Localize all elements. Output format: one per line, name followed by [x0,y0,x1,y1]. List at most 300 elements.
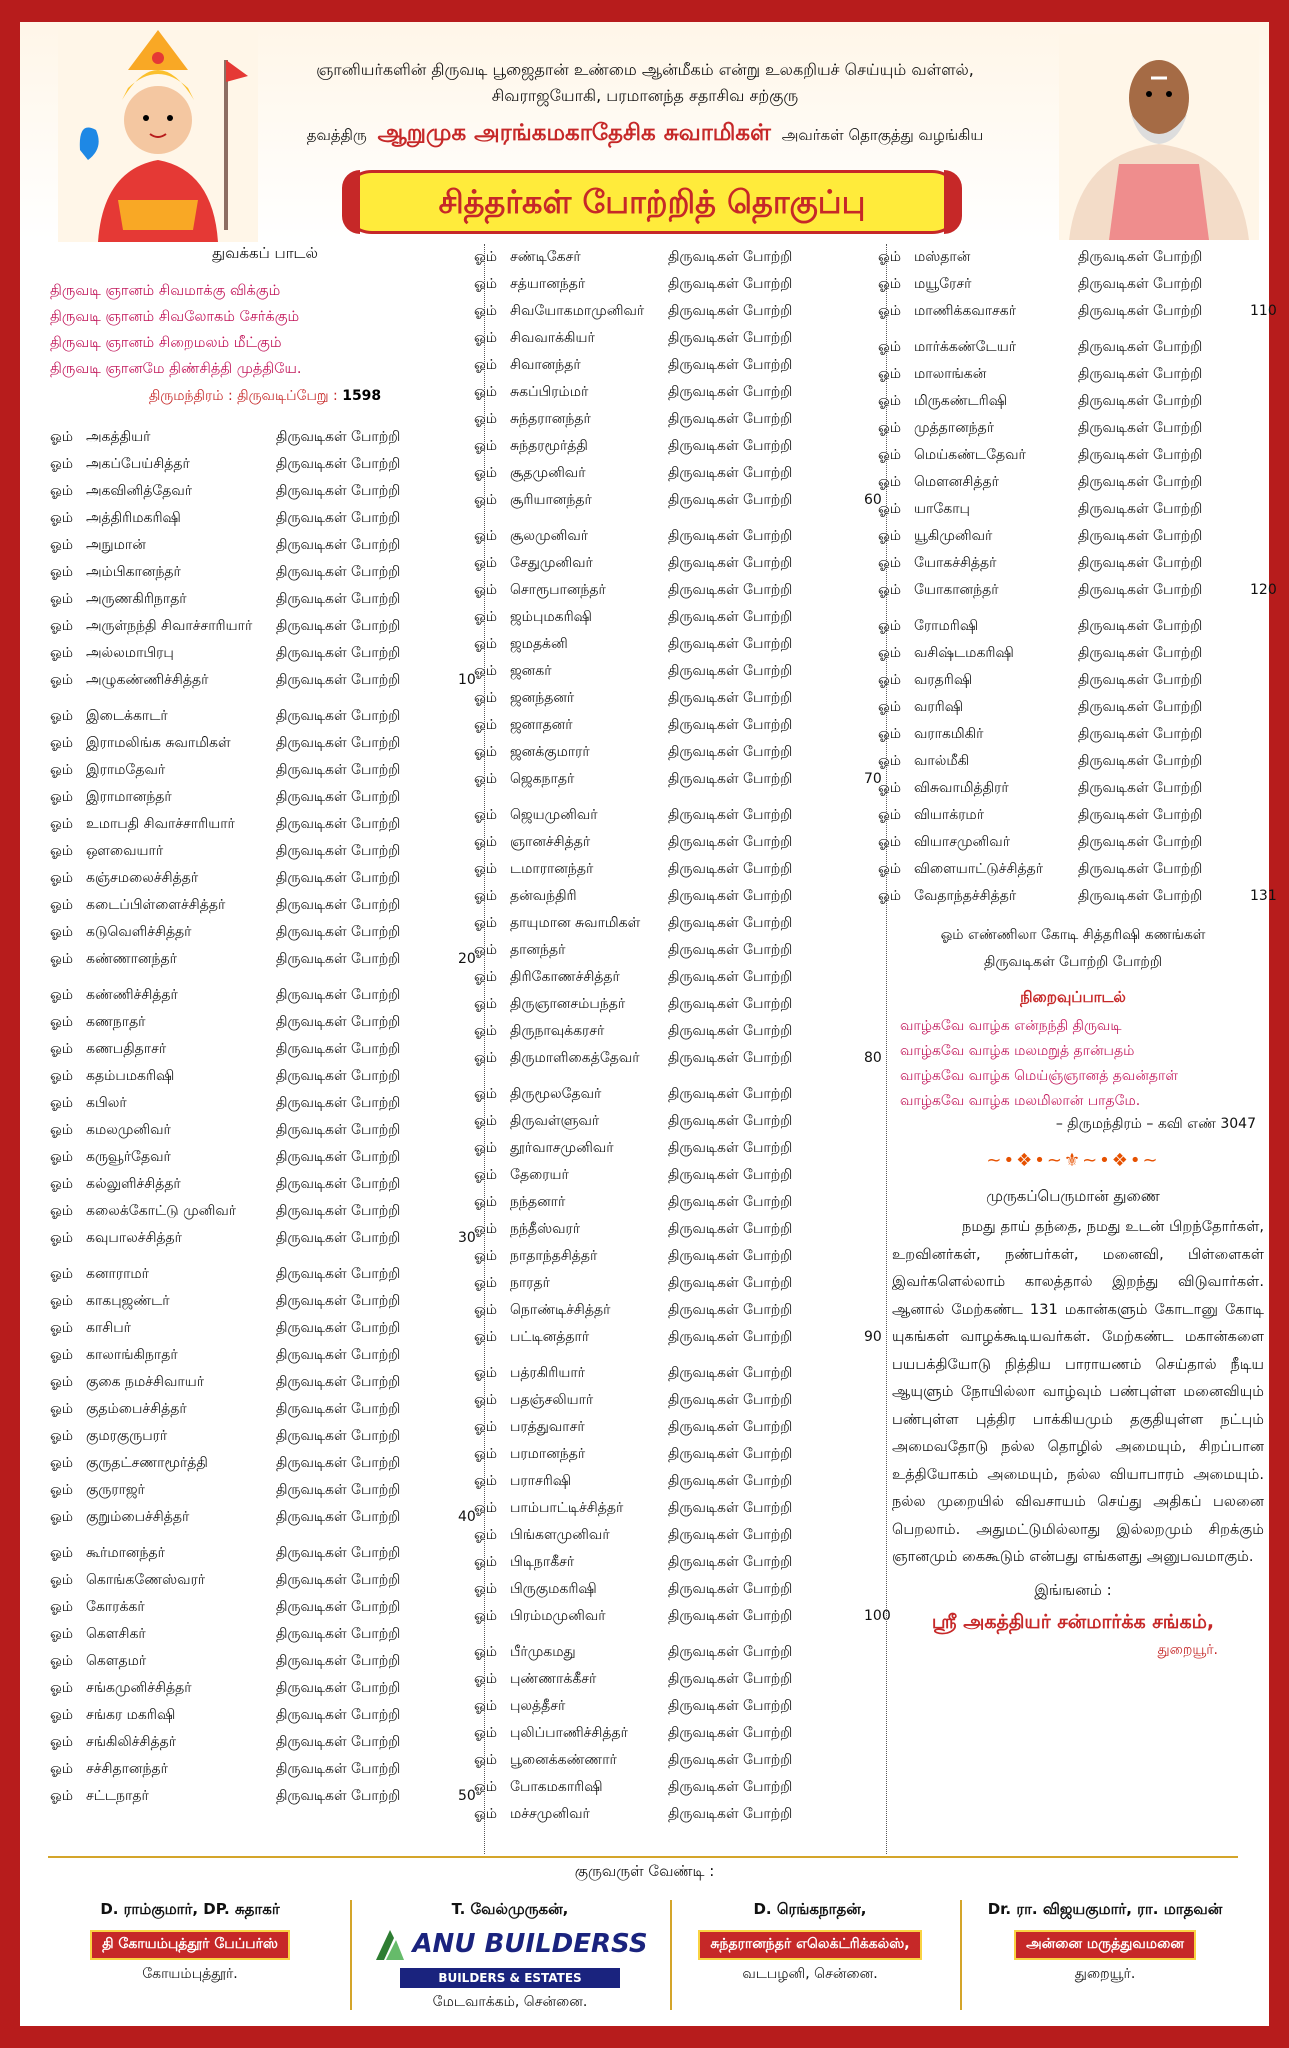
list-item [474,1324,894,1351]
om-prefix: ஓம் [474,492,498,508]
om-prefix: ஓம் [50,1320,74,1336]
list-item [50,946,480,973]
list-item [50,1198,480,1225]
praise-text: திருவடிகள் போற்றி [276,1320,401,1336]
siddhar-name: மெய்கண்டதேவர் [914,447,1026,463]
om-prefix: ஓம் [50,537,74,553]
list-item [878,829,1268,856]
header-line-3 [260,120,1030,149]
siddhar-name: மச்சமுனிவர் [510,1806,590,1822]
ornament-divider: ~•❖•~⚜~•❖•~ [986,1150,1160,1171]
om-prefix: ஓம் [878,699,902,715]
list-item [50,1063,480,1090]
praise-text: திருவடிகள் போற்றி [668,1446,793,1462]
siddhar-group [50,982,480,1252]
title-banner: சித்தர்கள் போற்றித் தொகுப்பு [342,170,962,234]
om-prefix: ஓம் [50,1149,74,1165]
om-prefix: ஓம் [474,1086,498,1102]
praise-text: திருவடிகள் போற்றி [668,411,793,427]
siddhar-name: கடுவெளிச்சித்தர் [86,924,192,940]
list-item [50,1288,480,1315]
om-prefix: ஓம் [474,1473,498,1489]
siddhar-name: சூதமுனிவர் [510,465,586,481]
siddhar-name: மௌனசித்தர் [914,474,999,490]
om-prefix: ஓம் [50,1707,74,1723]
praise-text: திருவடிகள் போற்றி [276,843,401,859]
list-item [50,424,480,451]
siddhar-name: தாயுமான சுவாமிகள் [510,915,641,931]
om-prefix: ஓம் [474,1671,498,1687]
column-2 [474,244,894,1837]
siddhar-name: சொரூபானந்தர் [510,582,606,598]
praise-text: திருவடிகள் போற்றி [1078,339,1203,355]
om-prefix: ஓம் [474,609,498,625]
siddhar-name: பரமானந்தர் [510,1446,586,1462]
list-item [50,1369,480,1396]
siddhar-name: சண்டிகேசர் [510,249,581,265]
om-prefix: ஓம் [474,1275,498,1291]
praise-text: திருவடிகள் போற்றி [276,645,401,661]
om-prefix: ஓம் [50,762,74,778]
siddhar-name: சூலமுனிவர் [510,528,589,544]
list-item [474,856,894,883]
verse-line: திருவடி ஞானமே திண்சித்தி முத்தியே. [50,361,302,377]
list-item [474,271,894,298]
list-item [50,613,480,640]
om-prefix: ஓம் [878,861,902,877]
list-item [474,1522,894,1549]
praise-text: திருவடிகள் போற்றி [276,1626,401,1642]
footer-divider [48,1856,1238,1858]
om-prefix: ஓம் [474,915,498,931]
list-item [474,1270,894,1297]
om-prefix: ஓம் [474,357,498,373]
siddhar-name: குறும்பைச்சித்தர் [86,1509,190,1525]
om-prefix: ஓம் [474,1446,498,1462]
siddhar-group [50,424,480,694]
om-prefix: ஓம் [878,447,902,463]
sponsor-city: துறையூர். [1074,1966,1136,1982]
praise-text: திருவடிகள் போற்றி [668,717,793,733]
siddhar-name: இராமலிங்க சுவாமிகள் [86,735,231,751]
list-item [50,1648,480,1675]
poster [20,22,1277,2026]
list-item [50,757,480,784]
header-suffix: அவர்கள் தொகுத்து வழங்கிய [781,126,984,144]
siddhar-name: கபிலர் [86,1095,127,1111]
siddhar-name: வால்மீகி [914,753,970,769]
praise-text: திருவடிகள் போற்றி [1078,834,1203,850]
siddhar-name: கனாராமர் [86,1266,149,1282]
om-prefix: ஓம் [474,1806,498,1822]
praise-text: திருவடிகள் போற்றி [668,1113,793,1129]
om-prefix: ஓம் [50,1374,74,1390]
praise-text: திருவடிகள் போற்றி [668,888,793,904]
praise-text: திருவடிகள் போற்றி [668,1221,793,1237]
siddhar-name: ரோமரிஷி [914,618,979,634]
om-prefix: ஓம் [878,474,902,490]
sponsor-name: D. ராம்குமார், DP. சுதாகர் [100,1900,280,1918]
verse-line: திருவடி ஞானம் சிறைமலம் மீட்கும் [50,335,282,351]
siddhar-name: ஜெயமுனிவர் [510,807,598,823]
list-item [878,550,1268,577]
siddhar-name: நாதாந்தசித்தர் [510,1248,598,1264]
list-item [474,991,894,1018]
list-item [50,1729,480,1756]
list-item [474,1216,894,1243]
siddhar-name: கலைக்கோட்டு முனிவர் [86,1203,237,1219]
column-1 [50,244,480,1819]
praise-text: திருவடிகள் போற்றி [1078,753,1203,769]
siddhar-name: வியாசமுனிவர் [914,834,1011,850]
om-prefix: ஓம் [878,753,902,769]
list-item [474,1243,894,1270]
praise-text: திருவடிகள் போற்றி [668,1644,793,1660]
list-item [474,1576,894,1603]
om-prefix: ஓம் [50,843,74,859]
om-prefix: ஓம் [878,726,902,742]
list-item [50,1594,480,1621]
siddhar-name: நந்தனார் [510,1194,566,1210]
praise-text: திருவடிகள் போற்றி [276,1509,401,1525]
praise-text: திருவடிகள் போற்றி [668,690,793,706]
count-number: 10 [458,672,476,688]
siddhar-name: கண்ணானந்தர் [86,951,177,967]
siddhar-name: பராசரிஷி [510,1473,572,1489]
praise-text: திருவடிகள் போற்றி [1078,447,1203,463]
praise-text: திருவடிகள் போற்றி [668,1248,793,1264]
om-prefix: ஓம் [50,1680,74,1696]
list-item [50,1702,480,1729]
praise-text: திருவடிகள் போற்றி [668,492,793,508]
header-prefix: தவத்திரு [306,126,367,144]
praise-text: திருவடிகள் போற்றி [668,636,793,652]
praise-text: திருவடிகள் போற்றி [1078,555,1203,571]
praise-text: திருவடிகள் போற்றி [668,942,793,958]
praise-text: திருவடிகள் போற்றி [668,1608,793,1624]
siddhar-name: கண்ணிச்சித்தர் [86,987,178,1003]
count-number: 50 [458,1788,476,1804]
list-item [878,334,1268,361]
list-item [474,1081,894,1108]
closing-line: ஓம் எண்ணிலா கோடி சித்தரிஷி கணங்கள் [940,927,1206,943]
sponsor-1 [40,1900,340,1984]
list-item [878,856,1268,883]
praise-text: திருவடிகள் போற்றி [668,276,793,292]
siddhar-list-2 [474,244,894,1828]
siddhar-name: பட்டினத்தார் [510,1329,590,1345]
praise-text: திருவடிகள் போற்றி [668,996,793,1012]
praise-text: திருவடிகள் போற்றி [668,1500,793,1516]
om-prefix: ஓம் [50,1041,74,1057]
column-3 [878,244,1277,1660]
list-item [50,1117,480,1144]
om-prefix: ஓம் [474,1167,498,1183]
om-prefix: ஓம் [474,834,498,850]
om-prefix: ஓம் [50,564,74,580]
siddhar-name: வராகமிகிர் [914,726,984,742]
siddhar-name: ஞானச்சித்தர் [510,834,591,850]
list-item [50,451,480,478]
list-item [474,685,894,712]
count-number: 90 [864,1329,882,1345]
footer-heading: குருவருள் வேண்டி : [574,1862,715,1880]
count-number: 120 [1250,582,1277,598]
om-prefix: ஓம் [50,987,74,1003]
praise-text: திருவடிகள் போற்றி [668,744,793,760]
siddhar-name: மிருகண்டரிஷி [914,393,1008,409]
list-item [878,721,1268,748]
count-number: 110 [1250,303,1277,319]
list-item [474,1108,894,1135]
praise-text: திருவடிகள் போற்றி [668,1194,793,1210]
siddhar-name: யோகச்சித்தர் [914,555,997,571]
om-prefix: ஓம் [474,807,498,823]
om-prefix: ஓம் [474,1365,498,1381]
siddhar-name: பத்ரகிரியார் [510,1365,585,1381]
siddhar-name: பதஞ்சலியார் [510,1392,594,1408]
sponsor-city: மேடவாக்கம், சென்னை. [432,1994,588,2010]
siddhar-name: சுகப்பிரம்மர் [510,384,589,400]
praise-text: திருவடிகள் போற்றி [276,735,401,751]
list-item [50,505,480,532]
praise-text: திருவடிகள் போற்றி [1078,249,1203,265]
list-item [474,577,894,604]
om-prefix: ஓம் [474,942,498,958]
praise-text: திருவடிகள் போற்றி [668,1140,793,1156]
list-item [474,1549,894,1576]
om-prefix: ஓம் [50,672,74,688]
list-item [50,640,480,667]
siddhar-name: ஜனந்தனர் [510,690,575,706]
praise-text: திருவடிகள் போற்றி [668,1527,793,1543]
praise-text: திருவடிகள் போற்றி [276,591,401,607]
praise-text: திருவடிகள் போற்றி [276,1788,401,1804]
siddhar-name: அகவினித்தேவர் [86,483,193,499]
om-prefix: ஓம் [878,303,902,319]
praise-text: திருவடிகள் போற்றி [1078,672,1203,688]
siddhar-group [474,1360,894,1630]
sponsor-2 [360,1900,660,2012]
siddhar-name: தூர்வாசமுனிவர் [510,1140,614,1156]
list-item [474,1387,894,1414]
list-item [474,487,894,514]
praise-text: திருவடிகள் போற்றி [668,1725,793,1741]
om-prefix: ஓம் [878,276,902,292]
siddhar-group [474,523,894,793]
praise-text: திருவடிகள் போற்றி [276,1599,401,1615]
praise-text: திருவடிகள் போற்றி [668,528,793,544]
list-item [474,829,894,856]
list-item [50,586,480,613]
siddhar-name: அகப்பேய்சித்தர் [86,456,190,472]
siddhar-name: பிடிநாகீசர் [510,1554,575,1570]
list-item [50,1567,480,1594]
praise-text: திருவடிகள் போற்றி [1078,861,1203,877]
om-prefix: ஓம் [50,618,74,634]
praise-text: திருவடிகள் போற்றி [276,1149,401,1165]
siddhar-name: யோகானந்தர் [914,582,999,598]
list-item [50,1540,480,1567]
om-prefix: ஓம் [878,582,902,598]
om-prefix: ஓம் [474,1608,498,1624]
list-item [50,1036,480,1063]
siddhar-name: போகமகாரிஷி [510,1779,603,1795]
verse-line: திருவடி ஞானம் சிவமாக்கு விக்கும் [50,283,281,299]
praise-text: திருவடிகள் போற்றி [668,663,793,679]
om-prefix: ஓம் [50,483,74,499]
om-prefix: ஓம் [474,1113,498,1129]
list-item [474,460,894,487]
praise-text: திருவடிகள் போற்றி [668,1392,793,1408]
murugan-image [58,30,258,242]
om-prefix: ஓம் [474,1023,498,1039]
om-prefix: ஓம் [474,1194,498,1210]
siddhar-name: சங்கமுனிச்சித்தர் [86,1680,192,1696]
om-prefix: ஓம் [50,897,74,913]
siddhar-name: திரிகோணச்சித்தர் [510,969,620,985]
om-prefix: ஓம் [50,591,74,607]
count-number: 30 [458,1230,476,1246]
list-item [50,1261,480,1288]
praise-text: திருவடிகள் போற்றி [668,1752,793,1768]
list-item [50,559,480,586]
om-prefix: ஓம் [50,1788,74,1804]
om-prefix: ஓம் [50,510,74,526]
praise-text: திருவடிகள் போற்றி [276,1293,401,1309]
sponsor-city: வடபழனி, சென்னை. [742,1966,878,1982]
siddhar-name: கூர்மானந்தர் [86,1545,165,1561]
siddhar-name: கஞ்சமலைச்சித்தர் [86,870,199,886]
praise-text: திருவடிகள் போற்றி [276,1041,401,1057]
om-prefix: ஓம் [878,807,902,823]
om-prefix: ஓம் [50,429,74,445]
list-item [474,1297,894,1324]
siddhar-name: புண்ணாக்கீசர் [510,1671,597,1687]
sponsor-business: சுந்தரானந்தர் எலெக்ட்ரிக்கல்ஸ், [698,1930,921,1960]
siddhar-name: கணபதிதாசர் [86,1041,167,1057]
om-prefix: ஓம் [474,1554,498,1570]
praise-text: திருவடிகள் போற்றி [668,915,793,931]
praise-text: திருவடிகள் போற்றி [276,510,401,526]
om-prefix: ஓம் [474,1419,498,1435]
sponsor-4 [950,1900,1260,1984]
om-prefix: ஓம் [474,330,498,346]
siddhar-group [474,244,894,514]
list-item [474,712,894,739]
om-prefix: ஓம் [878,249,902,265]
praise-text: திருவடிகள் போற்றி [276,1266,401,1282]
praise-text: திருவடிகள் போற்றி [668,249,793,265]
siddhar-group [50,1261,480,1531]
header-line-2: சிவராஜயோகி, பரமானந்த சதாசிவ சற்குரு [491,86,799,105]
list-item [50,1756,480,1783]
list-item [474,910,894,937]
list-item [474,631,894,658]
siddhar-name: சத்யானந்தர் [510,276,586,292]
praise-text: திருவடிகள் போற்றி [276,1068,401,1084]
list-item [50,1450,480,1477]
list-item [474,298,894,325]
praise-text: திருவடிகள் போற்றி [1078,501,1203,517]
praise-text: திருவடிகள் போற்றி [276,1653,401,1669]
om-prefix: ஓம் [474,717,498,733]
siddhar-name: பீர்முகமது [510,1644,576,1660]
siddhar-name: கவுபாலச்சித்தர் [86,1230,182,1246]
siddhar-name: இராமதேவர் [86,762,166,778]
om-prefix: ஓம் [474,1221,498,1237]
siddhar-name: மயூரேசர் [914,276,972,292]
list-item [474,1639,894,1666]
praise-text: திருவடிகள் போற்றி [276,708,401,724]
list-item [50,1504,480,1531]
praise-text: திருவடிகள் போற்றி [1078,303,1203,319]
om-prefix: ஓம் [50,1599,74,1615]
siddhar-group [474,1081,894,1351]
list-item [50,811,480,838]
source-label: திருமந்திரம் : திருவடிப்பேறு : [148,388,338,404]
siddhar-name: சங்கிலிச்சித்தர் [86,1734,177,1750]
praise-text: திருவடிகள் போற்றி [668,555,793,571]
list-item [474,352,894,379]
om-prefix: ஓம் [50,1626,74,1642]
siddhar-name: வேதாந்தச்சித்தர் [914,888,1017,904]
siddhar-name: பிருகுமகரிஷி [510,1581,597,1597]
siddhar-name: டமாரானந்தர் [510,861,594,877]
siddhar-name: வரரிஷி [914,699,964,715]
list-item [474,1441,894,1468]
praise-text: திருவடிகள் போற்றி [276,429,401,445]
om-prefix: ஓம் [50,1734,74,1750]
list-item [50,730,480,757]
list-item [474,964,894,991]
opening-verse [50,278,480,382]
praise-text: திருவடிகள் போற்றி [276,1482,401,1498]
om-prefix: ஓம் [50,708,74,724]
praise-text: திருவடிகள் போற்றி [1078,618,1203,634]
praise-text: திருவடிகள் போற்றி [1078,528,1203,544]
siddhar-name: குமரகுருபரர் [86,1428,168,1444]
om-prefix: ஓம் [50,1266,74,1282]
siddhar-name: ஜனாதனர் [510,717,573,733]
siddhar-name: திருமூலதேவர் [510,1086,602,1102]
praise-text: திருவடிகள் போற்றி [276,1428,401,1444]
siddhar-name: குதம்பைச்சித்தர் [86,1401,187,1417]
om-prefix: ஓம் [474,276,498,292]
om-prefix: ஓம் [474,663,498,679]
siddhar-name: தானந்தர் [510,942,566,958]
siddhar-name: மார்க்கண்டேயர் [914,339,1017,355]
om-prefix: ஓம் [50,1455,74,1471]
siddhar-name: கொங்கணேஸ்வரர் [86,1572,206,1588]
list-item [474,1495,894,1522]
list-item [878,577,1277,604]
siddhar-name: விளையாட்டுச்சித்தர் [914,861,1044,877]
message-heading: முருகப்பெருமான் துணை [986,1187,1160,1205]
siddhar-name: திருநாவுக்கரசர் [510,1023,605,1039]
praise-text: திருவடிகள் போற்றி [668,1419,793,1435]
siddhar-name: அழுகண்ணிச்சித்தர் [86,672,209,688]
om-prefix: ஓம் [474,1698,498,1714]
anu-logo-icon [372,1926,647,1962]
verse-line: வாழ்கவே வாழ்க மலமறுத் தான்பதம் [900,1043,1135,1059]
om-prefix: ஓம் [50,1509,74,1525]
om-prefix: ஓம் [878,672,902,688]
siddhar-name: விசுவாமித்திரர் [914,780,1009,796]
message-paragraph: நமது தாய் தந்தை, நமது உடன் பிறந்தோர்கள், உறவினர்கள், நண்பர்கள், மனைவி, பிள்ளைகள் இவர்களெல்லாம் காலத்தால் இறந்து விடுவார்கள். ஆனால் மேற்கண்ட 131 மகான்களும் கோடானு கோடி யுகங்கள் வாழக்கூடியவர்கள். மேற்கண்ட மகான்களை பயபக்தியோடு நித்திய பாராயணம் செய்தால் நீடிய ஆயுளும் நோயில்லா வாழ்வும் பண்புள்ள மனைவியும் பண்புள்ள புத்திர பாக்கியமும் தகுதியுள்ள நட்பும் அமைவதோடு நல்ல தொழில் அமையும், சிறப்பான உத்தியோகம் அமையும், நல்ல வியாபாரம் அமையும். நல்ல முறையில் விவசாயம் செய்து அதிகப் பலனை பெறலாம். அதுமட்டுமில்லாது இல்லறமும் சிறக்கும் ஞானமும் கைகூடும் என்பது எங்களது அனுபவமாகும். [892,1218,1264,1565]
om-prefix: ஓம் [50,1761,74,1777]
header-line-1: ஞானியர்களின் திருவடி பூஜைதான் உண்மை ஆன்மீகம் என்று உலகறியச் செய்யும் வள்ளல், [316,60,974,79]
